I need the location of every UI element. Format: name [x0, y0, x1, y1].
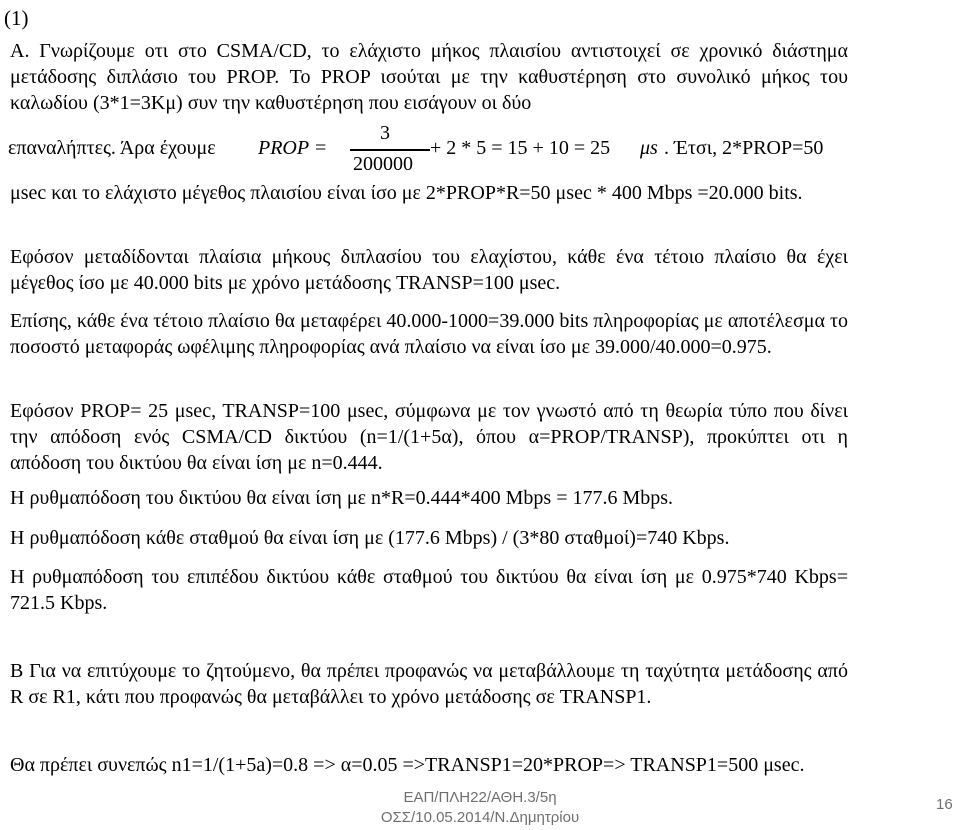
fraction-bar: [350, 149, 430, 151]
paragraph-b-intro: Β Για να επιτύχουμε το ζητούμενο, θα πρέπει προφανώς να μεταβάλλουμε τη ταχύτητα μετάδοσης από R σε R1, κάτι που προφανώς θα μεταβάλλει το χρόνο μετάδοσης σε TRANSP1.: [10, 660, 848, 708]
paragraph-level-rate: Η ρυθμαπόδοση του επιπέδου δικτύου κάθε σταθμού του δικτύου θα είναι ίση με 0.975*740 Kbps= 721.5 Kbps.: [10, 566, 848, 614]
paragraph-station-rate: Η ρυθμαπόδοση κάθε σταθμού θα είναι ίση με (177.6 Mbps) / (3*80 σταθμοί)=740 Kbps.: [10, 527, 730, 549]
formula-tail: . Έτσι, 2*PROP=50: [664, 137, 824, 159]
formula-variable: PROP =: [258, 137, 328, 159]
paragraph-efficiency: Εφόσον PROP= 25 μsec, TRANSP=100 μsec, σύμφωνα με τον γνωστό από τη θεωρία τύπο που δίνει την απόδοση ενός CSMA/CD δικτύου (n=1/(1+5α), όπου α=PROP/TRANSP), προκύπτει οτι η απόδοση του δικτύου θα είναι ίση με n=0.444.: [10, 400, 848, 474]
formula-unit: μs: [640, 137, 658, 159]
formula-expression: + 2 * 5 = 15 + 10 = 25: [430, 137, 611, 159]
footer-line-2: ΟΣΣ/10.05.2014/Ν.Δημητρίου: [380, 809, 580, 826]
prop-formula-line: [8, 120, 856, 180]
formula-denominator: 200000: [353, 153, 413, 175]
formula-numerator: 3: [380, 122, 390, 144]
paragraph-b-result: Θα πρέπει συνεπώς n1=1/(1+5a)=0.8 => α=0.05 =>TRANSP1=20*PROP=> TRANSP1=500 μsec.: [10, 754, 805, 776]
section-label: (1): [4, 6, 29, 30]
paragraph-network-rate: Η ρυθμαπόδοση του δικτύου θα είναι ίση με n*R=0.444*400 Mbps = 177.6 Mbps.: [10, 487, 674, 509]
formula-lead-text: επαναλήπτες. Άρα έχουμε: [8, 137, 216, 159]
footer-line-1: ΕΑΠ/ΠΛΗ22/ΑΘΗ.3/5η: [403, 789, 557, 806]
paragraph-a-continue: μsec και το ελάχιστο μέγεθος πλαισίου είναι ίσο με 2*PROP*R=50 μsec * 400 Mbps =20.000 bits.: [10, 182, 803, 204]
paragraph-a-intro: Α. Γνωρίζουμε οτι στο CSMA/CD, το ελάχιστο μήκος πλαισίου αντιστοιχεί σε χρονικό διάστημα μετάδοσης διπλάσιο του PROP. Το PROP ισούται με την καθυστέρηση στο συνολικό μήκος του καλωδίου (3*1=3Kμ) συν την καθυστέρηση που εισάγουν οι δύο: [10, 40, 848, 114]
paragraph-frames-double: Εφόσον μεταδίδονται πλαίσια μήκους διπλασίου του ελαχίστου, κάθε ένα τέτοιο πλαίσιο θα έχει μέγεθος ίσο με 40.000 bits με χρόνο μετάδοσης TRANSP=100 μsec.: [10, 246, 848, 294]
page-number: 16: [936, 796, 953, 813]
paragraph-useful-info: Επίσης, κάθε ένα τέτοιο πλαίσιο θα μεταφέρει 40.000-1000=39.000 bits πληροφορίας με αποτέλεσμα το ποσοστό μεταφοράς ωφέλιμης πληροφορίας ανά πλαίσιο να είναι ίσο με 39.000/40.000=0.975.: [10, 310, 848, 358]
